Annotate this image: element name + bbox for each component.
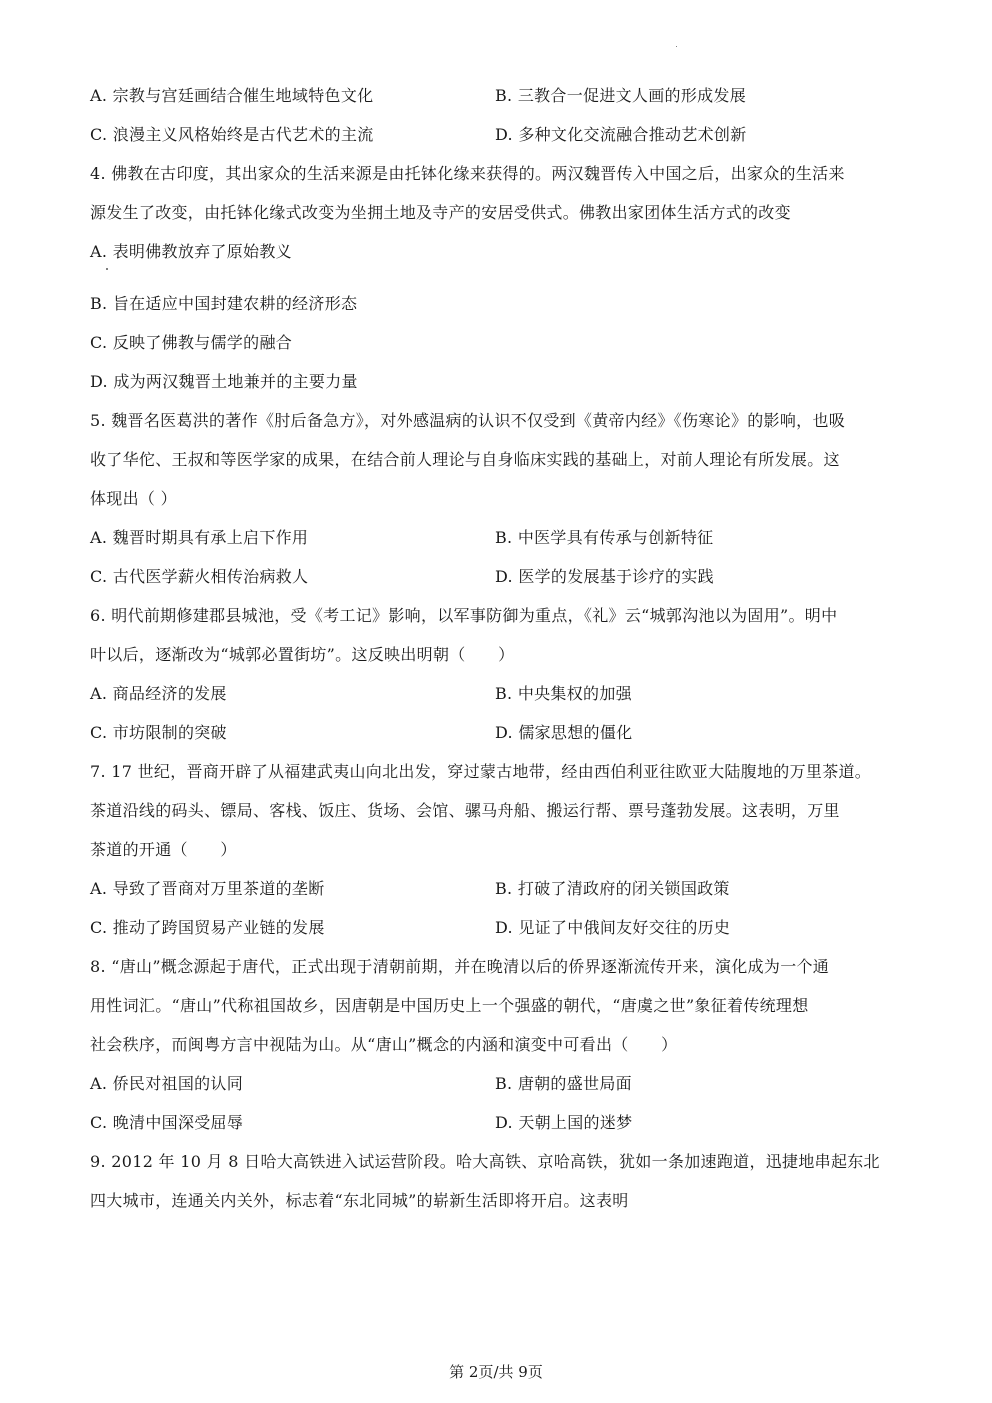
q6-stem-line-2: 叶以后，逐渐改为“城郭必置街坊”。这反映出明朝（ ） [90,645,515,664]
q7-option-d[interactable]: D. 见证了中俄间友好交往的历史 [495,918,731,937]
q5-stem-line-1: 5. 魏晋名医葛洪的著作《肘后备急方》，对外感温病的认识不仅受到《黄帝内经》《伤寒论》的影响，也吸 [90,411,846,430]
q7-option-b[interactable]: B. 打破了清政府的闭关锁国政策 [495,879,730,898]
q7-stem-line-2: 茶道沿线的码头、镖局、客栈、饭庄、货场、会馆、骡马舟船、搬运行帮、票号蓬勃发展。这表明，万里 [90,801,840,820]
q5-options-row-2 [90,567,910,587]
q8-option-a[interactable]: A. 侨民对祖国的认同 [90,1074,244,1093]
q6-options-row-1 [90,684,910,704]
q7-options-row-2 [90,918,910,938]
q6-option-c[interactable]: C. 市坊限制的突破 [90,723,227,742]
stray-mark [106,268,108,270]
q4-option-c[interactable]: C. 反映了佛教与儒学的融合 [90,333,293,352]
q6-option-b[interactable]: B. 中央集权的加强 [495,684,632,703]
q6-option-a[interactable]: A. 商品经济的发展 [90,684,227,703]
q4-stem-line-1: 4. 佛教在古印度，其出家众的生活来源是由托钵化缘来获得的。两汉魏晋传入中国之后，出家众的生活来 [90,164,845,183]
q4-option-b[interactable]: B. 旨在适应中国封建农耕的经济形态 [90,294,358,313]
q4-option-d[interactable]: D. 成为两汉魏晋土地兼并的主要力量 [90,372,358,391]
q8-option-b[interactable]: B. 唐朝的盛世局面 [495,1074,632,1093]
q5-options-row-1 [90,528,910,548]
q8-stem-line-2: 用性词汇。“唐山”代称祖国故乡，因唐朝是中国历史上一个强盛的朝代，“唐虞之世”象征着传统理想 [90,996,809,1015]
q3-option-c[interactable]: C. 浪漫主义风格始终是古代艺术的主流 [90,125,374,144]
q8-stem-line-1: 8. “唐山”概念源起于唐代，正式出现于清朝前期，并在晚清以后的侨界逐渐流传开来，演化成为一个通 [90,957,830,976]
q8-options-row-1 [90,1074,910,1094]
q3-options-row-2 [90,125,910,145]
q3-option-b[interactable]: B. 三教合一促进文人画的形成发展 [495,86,747,105]
q3-option-d[interactable]: D. 多种文化交流融合推动艺术创新 [495,125,747,144]
q5-option-c[interactable]: C. 古代医学薪火相传治病救人 [90,567,309,586]
q5-option-a[interactable]: A. 魏晋时期具有承上启下作用 [90,528,309,547]
page-number-footer: 第 2页/共 9页 [449,1363,543,1381]
q5-option-d[interactable]: D. 医学的发展基于诊疗的实践 [495,567,714,586]
q8-options-row-2 [90,1113,910,1133]
q9-stem-line-1: 9. 2012 年 10 月 8 日哈大高铁进入试运营阶段。哈大高铁、京哈高铁，犹如一条加速跑道，迅捷地串起东北 [90,1152,880,1171]
q7-option-a[interactable]: A. 导致了晋商对万里茶道的垄断 [90,879,325,898]
q8-option-c[interactable]: C. 晚清中国深受屈辱 [90,1113,244,1132]
q8-option-d[interactable]: D. 天朝上国的迷梦 [495,1113,633,1132]
q6-options-row-2 [90,723,910,743]
q7-option-c[interactable]: C. 推动了跨国贸易产业链的发展 [90,918,325,937]
q3-option-a[interactable]: A. 宗教与宫廷画结合催生地域特色文化 [90,86,374,105]
q6-option-d[interactable]: D. 儒家思想的僵化 [495,723,633,742]
q8-stem-line-3: 社会秩序，而闽粤方言中视陆为山。从“唐山”概念的内涵和演变中可看出（ ） [90,1035,678,1054]
q5-stem-line-2: 收了华佗、王叔和等医学家的成果，在结合前人理论与自身临床实践的基础上，对前人理论有所发展。这 [90,450,840,469]
q7-options-row-1 [90,879,910,899]
q5-stem-line-3: 体现出（ ） [90,489,177,508]
q4-option-a[interactable]: A. 表明佛教放弃了原始教义 [90,242,292,261]
q9-stem-line-2: 四大城市，连通关内关外，标志着“东北同城”的崭新生活即将开启。这表明 [90,1191,629,1210]
q4-stem-line-2: 源发生了改变，由托钵化缘式改变为坐拥土地及寺产的安居受供式。佛教出家团体生活方式的改变 [90,203,791,222]
stray-mark [676,46,677,47]
q7-stem-line-3: 茶道的开通（ ） [90,840,237,859]
q5-option-b[interactable]: B. 中医学具有传承与创新特征 [495,528,714,547]
q3-options-row-1 [90,86,910,106]
q6-stem-line-1: 6. 明代前期修建郡县城池，受《考工记》影响，以军事防御为重点，《礼》云“城郭沟池以为固用”。明中 [90,606,838,625]
q7-stem-line-1: 7. 17 世纪，晋商开辟了从福建武夷山向北出发，穿过蒙古地带，经由西伯利亚往欧亚大陆腹地的万里茶道。 [90,762,872,781]
